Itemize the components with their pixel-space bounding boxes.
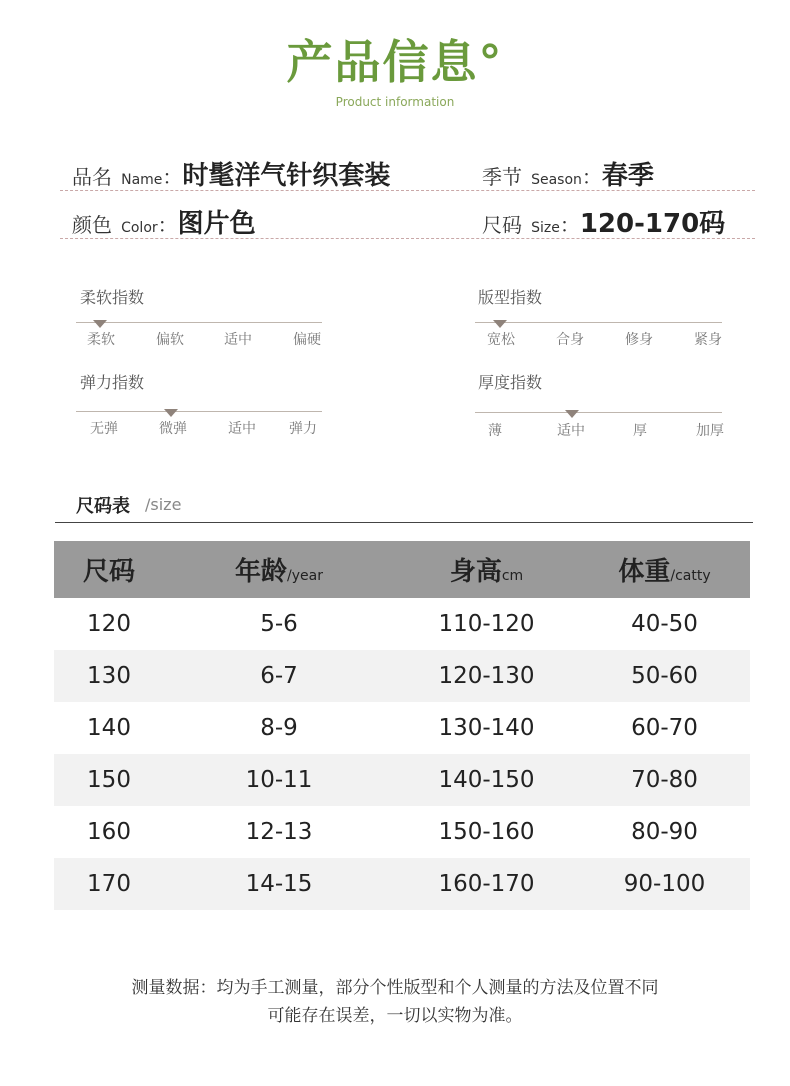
cell-weight: 90-100 [579, 858, 750, 910]
header-weight-unit: /catty [670, 568, 711, 584]
header-size [54, 541, 164, 598]
info-size-en: Size [531, 220, 560, 236]
cell-age: 6-7 [164, 650, 394, 702]
info-divider [60, 238, 755, 239]
info-season-colon: ： [581, 165, 602, 189]
cell-size: 120 [87, 611, 131, 637]
info-divider [60, 190, 755, 191]
size-chart-title: 尺码表 [76, 496, 130, 517]
softness-tick: 偏硬 [293, 332, 321, 348]
header-age-unit: /year [287, 568, 323, 584]
thickness-tick: 薄 [488, 423, 502, 439]
size-table-header-row [54, 541, 750, 598]
table-row [54, 702, 750, 754]
elasticity-scale-line [76, 411, 322, 412]
header-weight-label: 体重 [618, 557, 671, 587]
cell-size: 140 [87, 715, 131, 741]
header-size-label: 尺码 [82, 557, 135, 587]
header-weight [579, 541, 750, 598]
softness-index-title: 柔软指数 [80, 288, 145, 307]
measurement-note-line1: 测量数据：均为手工测量，部分个性版型和个人测量的方法及位置不同 [131, 978, 659, 998]
cell-age: 10-11 [164, 754, 394, 806]
softness-tick: 柔软 [87, 332, 115, 348]
header-age-label: 年龄 [235, 557, 288, 587]
info-name-value: 时髦洋气针织套装 [182, 161, 391, 191]
cell-height: 140-150 [394, 754, 579, 806]
info-size-label: 尺码 [482, 213, 522, 237]
fit-scale-line [475, 322, 722, 323]
cell-height: 110-120 [438, 611, 535, 637]
table-row [54, 598, 750, 650]
info-color-label: 颜色 [72, 213, 112, 237]
fit-index-title: 版型指数 [478, 288, 543, 307]
info-size [482, 203, 725, 240]
header-height-label: 身高 [449, 557, 502, 587]
info-color-colon: ： [157, 213, 178, 237]
elasticity-index-title: 弹力指数 [80, 373, 145, 392]
cell-size: 160 [87, 819, 131, 845]
table-row [54, 806, 750, 858]
cell-age: 8-9 [260, 715, 298, 741]
fit-marker-icon [493, 320, 507, 328]
info-season-en: Season [531, 172, 582, 188]
softness-marker-icon [93, 320, 107, 328]
softness-scale-line [76, 322, 322, 323]
fit-tick: 合身 [556, 332, 584, 348]
cell-weight: 60-70 [631, 715, 698, 741]
info-name-colon: ： [162, 165, 183, 189]
elasticity-tick: 微弹 [159, 421, 187, 437]
softness-tick: 适中 [224, 332, 252, 348]
page-title: 产品信息° [286, 35, 504, 89]
softness-tick: 偏软 [156, 332, 184, 348]
info-color-value: 图片色 [177, 209, 256, 239]
thickness-scale-line [475, 412, 722, 413]
cell-size: 150 [54, 754, 164, 806]
header-height [394, 541, 579, 598]
size-chart-divider [55, 522, 753, 523]
cell-size: 170 [54, 858, 164, 910]
fit-tick: 紧身 [694, 332, 722, 348]
thickness-marker-icon [565, 410, 579, 418]
table-row [54, 858, 750, 910]
table-row [54, 754, 750, 806]
header-height-unit: cm [501, 568, 524, 584]
info-color [72, 203, 256, 240]
info-row-name-season [60, 147, 755, 191]
info-name-label: 品名 [72, 165, 112, 189]
elasticity-tick: 无弹 [90, 421, 118, 437]
cell-age: 14-15 [164, 858, 394, 910]
elasticity-tick: 弹力 [289, 421, 317, 437]
table-row [54, 650, 750, 702]
info-color-en: Color [121, 220, 158, 236]
cell-height: 120-130 [394, 650, 579, 702]
thickness-tick: 适中 [557, 423, 585, 439]
cell-weight: 70-80 [579, 754, 750, 806]
cell-age: 12-13 [245, 819, 313, 845]
info-name [72, 155, 390, 192]
elasticity-tick: 适中 [228, 421, 256, 437]
header-age [164, 541, 394, 598]
cell-height: 150-160 [438, 819, 535, 845]
info-size-colon: ： [559, 213, 580, 237]
cell-height: 130-140 [438, 715, 535, 741]
size-chart-title-en: /size [145, 495, 182, 514]
cell-weight: 40-50 [631, 611, 698, 637]
size-table [54, 541, 750, 910]
cell-weight: 50-60 [579, 650, 750, 702]
elasticity-marker-icon [164, 409, 178, 417]
page-subtitle: Product information [335, 95, 455, 109]
info-row-color-size [60, 195, 755, 239]
info-season-label: 季节 [482, 165, 522, 189]
cell-size: 130 [54, 650, 164, 702]
info-season-value: 春季 [601, 161, 654, 191]
cell-height: 160-170 [394, 858, 579, 910]
fit-tick: 宽松 [487, 332, 515, 348]
thickness-tick: 加厚 [696, 423, 724, 439]
measurement-note-line2: 可能存在误差，一切以实物为准。 [267, 1006, 523, 1026]
fit-tick: 修身 [625, 332, 653, 348]
info-season [482, 155, 654, 192]
cell-age: 5-6 [260, 611, 298, 637]
cell-weight: 80-90 [631, 819, 698, 845]
info-size-value: 120-170码 [579, 209, 726, 239]
thickness-index-title: 厚度指数 [478, 373, 543, 392]
info-name-en: Name [121, 172, 163, 188]
thickness-tick: 厚 [633, 423, 647, 439]
